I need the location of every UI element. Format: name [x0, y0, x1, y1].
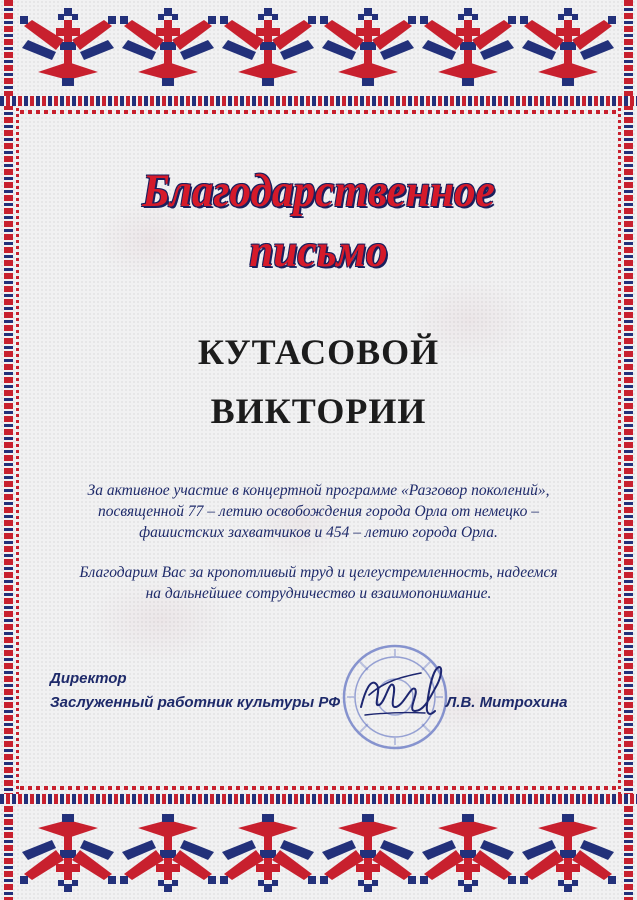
body-paragraph-2: Благодарим Вас за кропотливый труд и целеустремленность, надеемся на дальнейшее сотрудничество и взаимопонимание.	[79, 564, 558, 602]
title-line-2: письмо	[249, 225, 388, 277]
recipient-first-name: ВИКТОРИИ	[210, 391, 427, 431]
recipient-surname: КУТАСОВОЙ	[197, 332, 440, 372]
bottom-stitch-row	[0, 794, 637, 804]
top-ornament-band	[0, 6, 637, 94]
signer-honorary-title: Заслуженный работник культуры РФ	[50, 694, 341, 711]
top-stitch-row	[0, 96, 637, 106]
left-inner-stitch	[16, 96, 19, 804]
right-inner-stitch	[618, 96, 621, 804]
left-ornament-border	[4, 0, 13, 900]
bottom-ornament-band	[0, 806, 637, 894]
top-stitch-row-secondary	[20, 110, 617, 114]
right-ornament-border	[624, 0, 633, 900]
bottom-stitch-row-secondary	[20, 786, 617, 790]
signer-name: Л.В. Митрохина	[446, 694, 568, 711]
handwritten-signature	[355, 655, 450, 725]
title-line-1: Благодарственное	[142, 165, 495, 217]
body-paragraph-1: За активное участие в концертной программе «Разговор поколений», посвященной 77 – летию освобождения города Орла от немецко – фашистских захватчиков и 454 – летию города Орла.	[87, 482, 550, 541]
signer-position: Директор	[50, 670, 127, 687]
